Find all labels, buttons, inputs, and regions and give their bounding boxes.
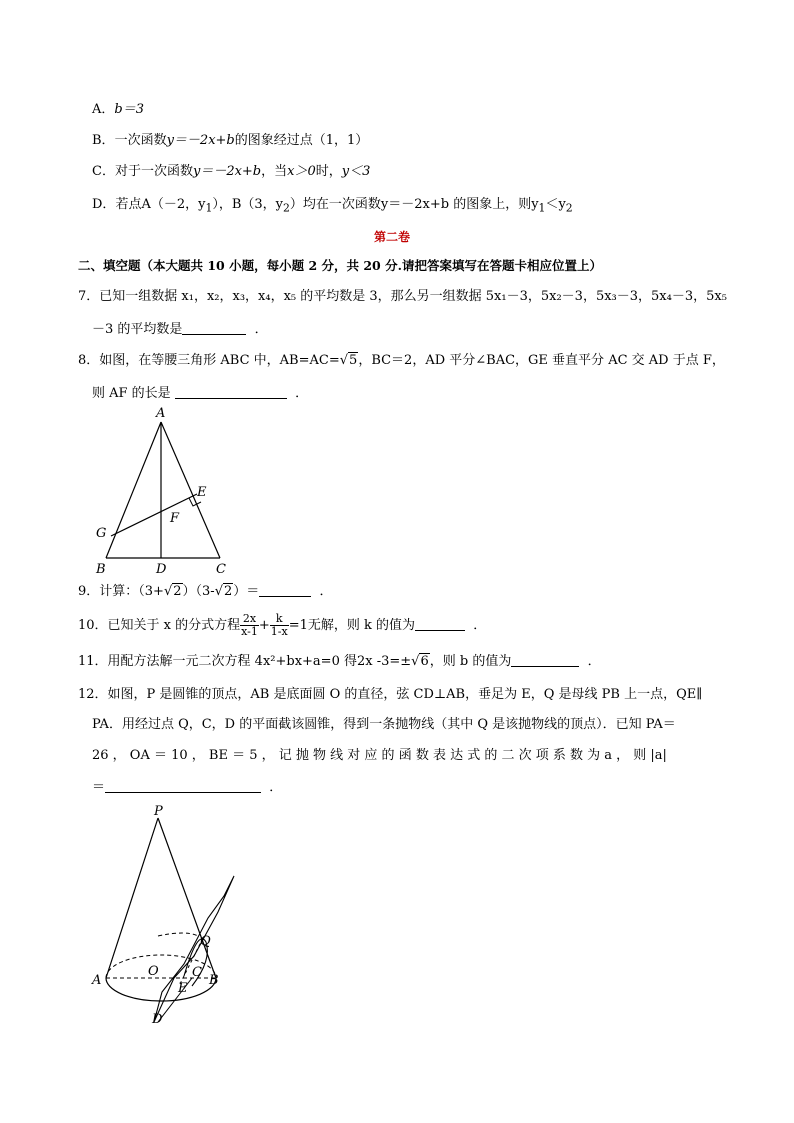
q8-pre: 8．如图，在等腰三角形 ABC 中，AB=AC= — [78, 353, 340, 368]
option-c-mid2: 时， — [315, 164, 342, 179]
q9-root2: 2 — [223, 584, 233, 599]
option-c-cond2: y＜3 — [341, 164, 371, 179]
q10-post: =1无解，则 k 的值为 — [288, 618, 416, 633]
label-p: P — [154, 804, 163, 819]
q12-end: ． — [269, 780, 283, 795]
label-b: B — [96, 562, 106, 577]
label-c: C — [216, 562, 226, 577]
q9-line: 9．计算：（3+√2）（3-√2）＝ ． — [78, 584, 333, 599]
q11-sqrt: 6 — [420, 654, 429, 669]
q11-end: ． — [587, 654, 601, 669]
q9-pre: 9．计算：（3+ — [78, 584, 164, 599]
q12-line2: PA．用经过点 Q，C，D 的平面截该圆锥，得到一条抛物线（其中 Q 是该抛物线的顶点）．已知 PA＝ — [92, 717, 676, 732]
label-a: A — [156, 406, 166, 421]
q11-post: ，则 b 的值为 — [429, 654, 512, 669]
label-d: D — [156, 562, 167, 577]
q8-answer-blank[interactable] — [175, 384, 287, 399]
q8-sqrt: 5 — [349, 353, 358, 368]
label-e: E — [197, 485, 207, 500]
q9-post: ）＝ — [233, 584, 260, 599]
volume-title: 第二卷 — [374, 230, 411, 244]
option-d-text: 若点A（－2，y — [115, 197, 206, 212]
q8-text: 则 AF 的长是 — [92, 386, 171, 401]
q9-mid: ）（3- — [182, 584, 215, 599]
q11-line: 11．用配方法解一元二次方程 4x²+bx+a=0 得2x -3=±√6，则 b 的值为 ． — [78, 654, 601, 669]
option-c — [92, 163, 370, 181]
side-ab — [106, 422, 161, 558]
option-b-post: 的图象经过点（1，1） — [234, 133, 369, 148]
label-b: B — [209, 973, 219, 988]
q10-fraction2 — [270, 613, 289, 638]
option-d-t3: ）均在一次函数y＝－2x+b 的图象上，则y — [289, 197, 539, 212]
q10-answer-blank[interactable] — [415, 616, 465, 631]
cone-figure — [88, 800, 258, 1030]
q9-root1: 2 — [173, 584, 182, 599]
option-d — [92, 196, 573, 218]
label-e: E — [178, 981, 188, 996]
option-c-mid: ，当 — [261, 164, 288, 179]
q12-line1: 12．如图，P 是圆锥的顶点，AB 是底面圆 O 的直径，弦 CD⊥AB，垂足为 E，Q 是母线 PB 上一点，QE∥ — [78, 687, 703, 702]
q10-fraction1 — [240, 613, 259, 638]
label-f: F — [170, 511, 180, 526]
option-b — [92, 132, 368, 150]
option-d-label: D． — [92, 197, 116, 212]
q10-plus: + — [258, 618, 270, 633]
q11-pre: 11．用配方法解一元二次方程 4x²+bx+a=0 得2x -3=± — [78, 654, 412, 669]
label-a: A — [92, 973, 102, 988]
option-b-eq: y＝－2x+b — [166, 133, 235, 148]
q7-end: ． — [254, 322, 268, 337]
q10-num1: 2x — [240, 613, 259, 626]
option-d-sub3: 1 — [538, 201, 546, 215]
option-d-sub2: 2 — [283, 201, 290, 215]
option-c-label: C． — [92, 164, 115, 179]
label-d: D — [152, 1012, 163, 1027]
option-a — [92, 101, 144, 119]
q10-num2: k — [270, 613, 289, 626]
option-a-label: A． — [92, 102, 115, 117]
q8-line1: 8．如图，在等腰三角形 ABC 中，AB=AC=√5，BC＝2，AD 平分∠BAC，GE 垂直平分 AC 交 AD 于点 F， — [78, 353, 725, 368]
option-c-cond1: x＞0 — [287, 164, 316, 179]
label-c: C — [192, 965, 202, 980]
hidden-edge — [158, 933, 198, 936]
option-c-pre: 对于一次函数 — [114, 164, 193, 179]
q12-line3: 26 ， OA ＝ 10 ， BE ＝ 5 ， 记 抛 物 线 对 应 的 函 数 表 达 式 的 二 次 项 系 数 为 a ， 则 |a| — [92, 748, 667, 763]
q12-line4 — [92, 778, 282, 797]
option-b-pre: 一次函数 — [114, 133, 167, 148]
q8-line2 — [92, 384, 308, 403]
q10-end: ． — [473, 618, 487, 633]
q7-answer-blank[interactable] — [182, 320, 246, 335]
q10-den1: x-1 — [241, 625, 258, 638]
option-d-t4: ＜y — [545, 197, 566, 212]
generator-pa — [106, 818, 158, 978]
label-o: O — [148, 964, 159, 979]
q7-line1: 7．已知一组数据 x₁，x₂，x₃，x₄，x₅ 的平均数是 3，那么另一组数据 5x₁－3，5x₂－3，5x₃－3，5x₄－3，5x₅ — [78, 289, 727, 304]
option-d-sub4: 2 — [565, 201, 573, 215]
side-ac — [161, 422, 220, 558]
q9-end: ． — [319, 584, 333, 599]
q9-answer-blank[interactable] — [259, 582, 311, 597]
q8-post: ，BC＝2，AD 平分∠BAC，GE 垂直平分 AC 交 AD 于点 F， — [358, 353, 725, 368]
label-q: Q — [200, 934, 211, 949]
triangle-figure — [90, 402, 250, 577]
section-heading: 二、填空题（本大题共 10 小题，每小题 2 分，共 20 分.请把答案填写在答题卡相应位置上） — [78, 258, 602, 273]
option-b-label: B． — [92, 133, 115, 148]
q12-eq: ＝ — [92, 780, 106, 795]
label-g: G — [96, 526, 107, 541]
q10-pre: 10．已知关于 x 的分式方程 — [78, 618, 241, 633]
option-d-sub1: 1 — [205, 201, 213, 215]
q10-line — [78, 612, 486, 640]
q12-answer-blank[interactable] — [105, 778, 261, 793]
option-a-text: b＝3 — [114, 102, 144, 117]
q11-answer-blank[interactable] — [511, 652, 579, 667]
q10-den2: 1-x — [270, 625, 288, 638]
q7-line2 — [92, 320, 268, 339]
option-d-t2: ），B（3，y — [212, 197, 284, 212]
q8-end: ． — [295, 386, 309, 401]
option-c-eq: y＝－2x+b — [192, 164, 262, 179]
q7-text: －3 的平均数是 — [92, 322, 183, 337]
